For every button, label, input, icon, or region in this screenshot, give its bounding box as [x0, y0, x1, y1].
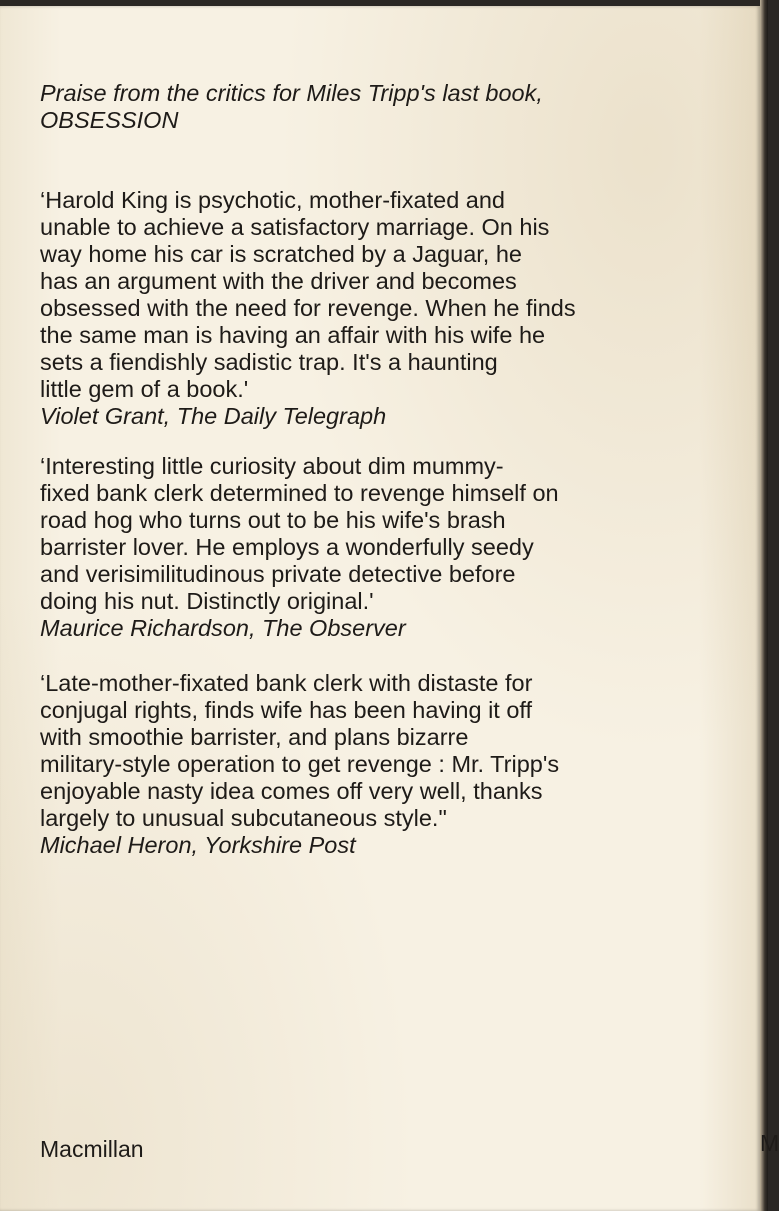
intro-heading — [40, 80, 680, 134]
review-line: little gem of a book.' — [40, 376, 249, 402]
review-line: unable to achieve a satisfactory marriage. On his — [40, 214, 550, 240]
review-line: has an argument with the driver and becomes — [40, 268, 517, 294]
spine-edge — [760, 0, 779, 1211]
review-line: fixed bank clerk determined to revenge himself on — [40, 480, 559, 506]
intro-line: Praise from the critics for Miles Tripp's last book, — [40, 80, 543, 106]
review-line: largely to unusual subcutaneous style." — [40, 805, 447, 831]
review-line: and verisimilitudinous private detective before — [40, 561, 516, 587]
review-line: with smoothie barrister, and plans bizarre — [40, 724, 469, 750]
review-line: enjoyable nasty idea comes off very well, thanks — [40, 778, 543, 804]
book-back-cover — [0, 6, 760, 1211]
review-attribution: Michael Heron, Yorkshire Post — [40, 832, 356, 858]
review-line: obsessed with the need for revenge. When he finds — [40, 295, 576, 321]
review-line: conjugal rights, finds wife has been having it off — [40, 697, 533, 723]
review-line: the same man is having an affair with his wife he — [40, 322, 546, 348]
review-line: way home his car is scratched by a Jaguar, he — [40, 241, 522, 267]
review-1 — [40, 187, 680, 430]
review-attribution: Maurice Richardson, The Observer — [40, 615, 406, 641]
review-2 — [40, 453, 680, 642]
spine-text: M — [760, 1130, 779, 1156]
review-line: road hog who turns out to be his wife's brash — [40, 507, 506, 533]
review-line: military-style operation to get revenge : Mr. Tripp's — [40, 751, 560, 777]
review-line: sets a fiendishly sadistic trap. It's a haunting — [40, 349, 498, 375]
review-line: ‘Late-mother-fixated bank clerk with distaste for — [40, 670, 533, 696]
review-line: barrister lover. He employs a wonderfully seedy — [40, 534, 534, 560]
review-line: ‘Interesting little curiosity about dim mummy- — [40, 453, 504, 479]
intro-line: OBSESSION — [40, 107, 179, 133]
review-3 — [40, 670, 680, 859]
publisher-name: Macmillan — [40, 1136, 144, 1162]
review-line: doing his nut. Distinctly original.' — [40, 588, 374, 614]
review-attribution: Violet Grant, The Daily Telegraph — [40, 403, 387, 429]
review-line: ‘Harold King is psychotic, mother-fixated and — [40, 187, 505, 213]
